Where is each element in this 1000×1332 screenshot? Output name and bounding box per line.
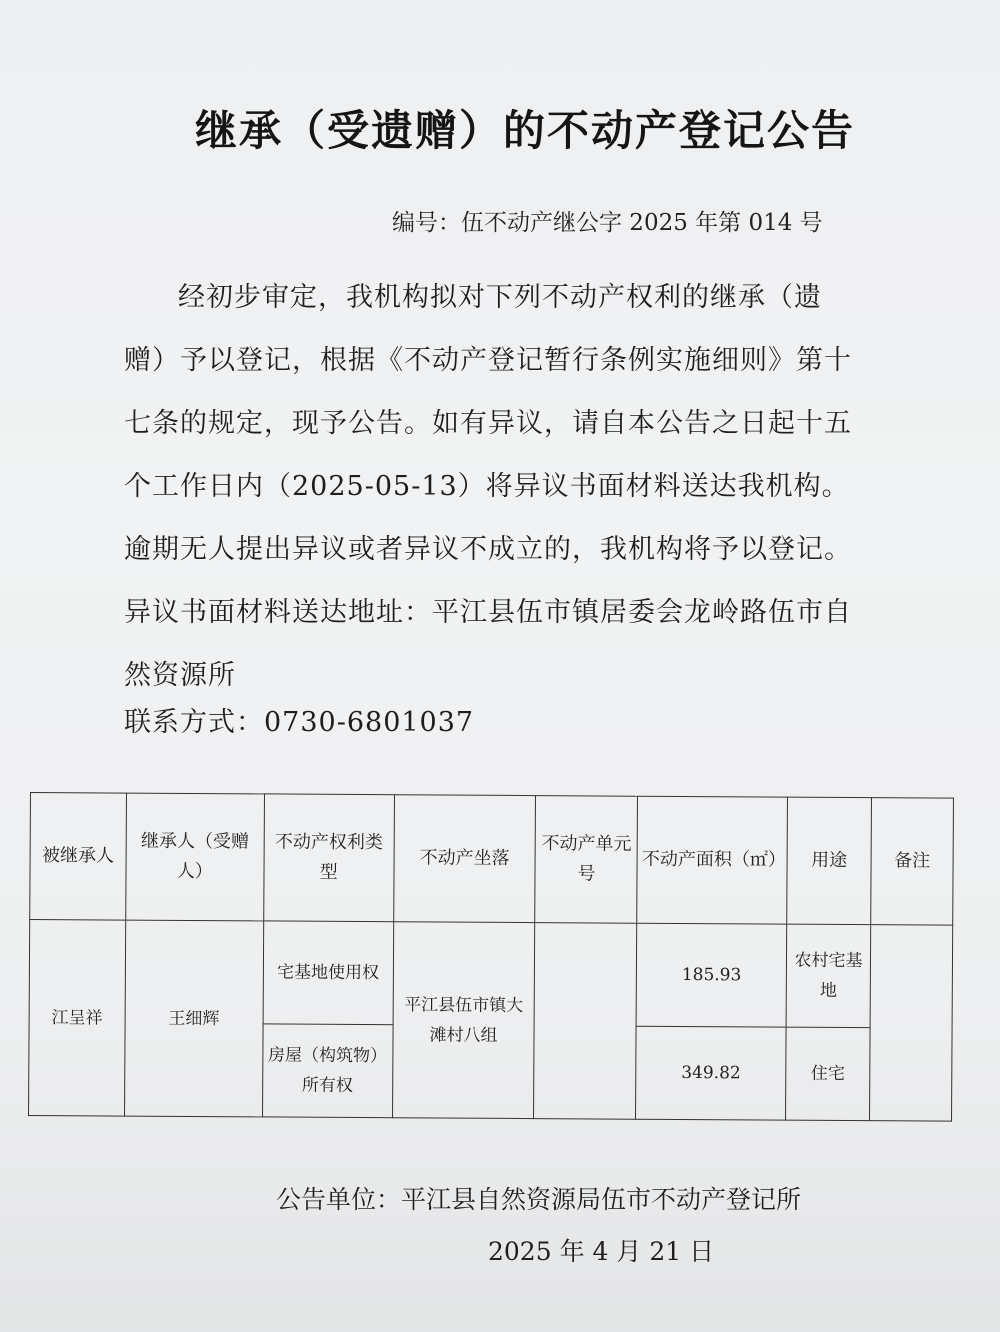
header-unit-no: 不动产单元号: [535, 796, 638, 924]
header-right-type: 不动产权利类型: [263, 794, 394, 922]
header-deceased: 被继承人: [30, 793, 127, 921]
notice-title: 继承（受遗赠）的不动产登记公告: [194, 106, 855, 155]
table-row: [29, 920, 953, 1029]
issuing-unit: 公告单位：平江县自然资源局伍市不动产登记所: [276, 1185, 802, 1214]
cell-deceased: 江呈祥: [29, 920, 126, 1117]
cell-right-type-1: 宅基地使用权: [263, 921, 393, 1025]
registration-table: [28, 792, 954, 1122]
cell-heir: 王细辉: [124, 920, 263, 1117]
table-header-row: [30, 793, 954, 926]
header-area: 不动产面积（㎡）: [637, 796, 788, 924]
cell-right-type-2: 房屋（构筑物）所有权: [262, 1024, 392, 1118]
header-location: 不动产坐落: [393, 795, 536, 923]
cell-usage-2: 住宅: [786, 1027, 870, 1121]
cell-unit-no: [534, 923, 637, 1120]
cell-usage-1: 农村宅基地: [786, 924, 871, 1028]
cell-area-2: 349.82: [636, 1026, 786, 1120]
cell-area-1: 185.93: [636, 923, 786, 1027]
objection-address: 异议书面材料送达地址：平江县伍市镇居委会龙岭路伍市自然资源所: [124, 597, 852, 691]
contact-info: 联系方式：0730-6801037: [124, 707, 475, 738]
header-heir: 继承人（受赠人）: [126, 793, 265, 921]
header-remark: 备注: [871, 798, 954, 925]
issue-date: 2025 年 4 月 21 日: [488, 1237, 715, 1266]
document-number: 编号：伍不动产继公字 2025 年第 014 号: [392, 210, 823, 236]
cell-remark: [870, 925, 953, 1121]
cell-location: 平江县伍市镇大滩村八组: [392, 922, 535, 1119]
notice-paragraph-main: 经初步审定，我机构拟对下列不动产权利的继承（遗赠）予以登记，根据《不动产登记暂行条例实施细则》第十七条的规定，现予公告。如有异议，请自本公告之日起十五个工作日内（2025-05-13）将异议书面材料送达我机构。逾期无人提出异议或者异议不成立的，我机构将予以登记。: [124, 282, 852, 565]
notice-body: [124, 266, 864, 707]
header-usage: 用途: [787, 797, 872, 925]
